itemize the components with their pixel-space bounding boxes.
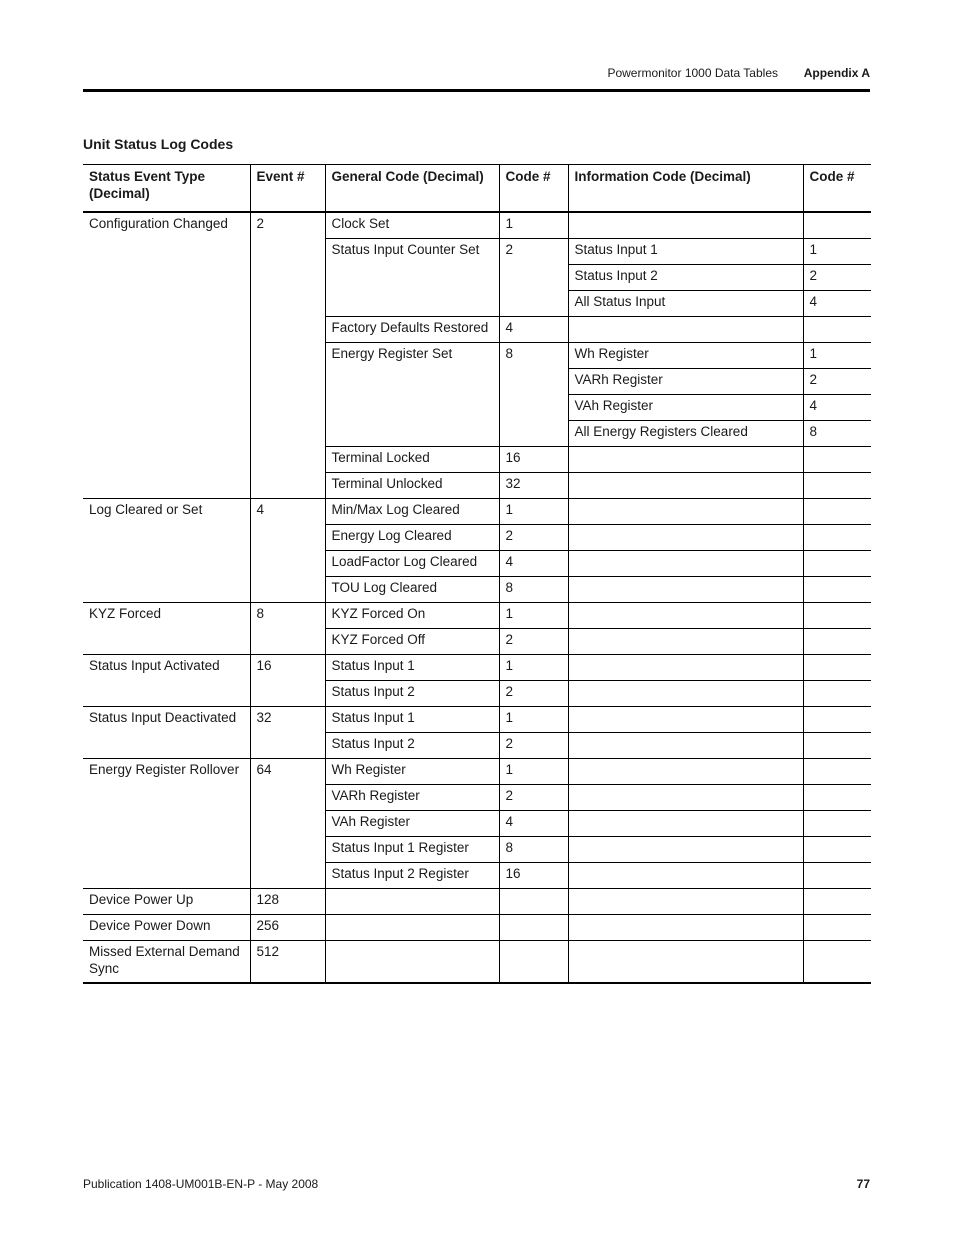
- appendix-label: Appendix A: [803, 66, 870, 80]
- table-row: [83, 914, 871, 940]
- info-code-cell: Wh Register: [568, 342, 803, 368]
- document-title: Powermonitor 1000 Data Tables: [607, 66, 778, 80]
- event-type-cell: Log Cleared or Set: [83, 498, 250, 602]
- event-type-cell: Device Power Down: [83, 914, 250, 940]
- info-code-cell: Status Input 1: [568, 238, 803, 264]
- info-code-number-cell: [803, 550, 871, 576]
- column-header: General Code (Decimal): [325, 165, 499, 213]
- info-code-cell: [568, 316, 803, 342]
- table-row: [83, 888, 871, 914]
- general-code-cell: KYZ Forced Off: [325, 628, 499, 654]
- info-code-cell: [568, 836, 803, 862]
- event-type-cell: Missed External Demand Sync: [83, 940, 250, 983]
- info-code-cell: [568, 654, 803, 680]
- info-code-cell: [568, 498, 803, 524]
- info-code-number-cell: [803, 758, 871, 784]
- info-code-number-cell: [803, 706, 871, 732]
- general-code-number-cell: 1: [499, 758, 568, 784]
- table-row: [83, 212, 871, 238]
- general-code-number-cell: 1: [499, 602, 568, 628]
- event-number-cell: 256: [250, 914, 325, 940]
- info-code-number-cell: [803, 888, 871, 914]
- general-code-cell: Status Input 2: [325, 680, 499, 706]
- info-code-number-cell: 2: [803, 368, 871, 394]
- info-code-number-cell: [803, 498, 871, 524]
- info-code-cell: [568, 628, 803, 654]
- info-code-cell: [568, 862, 803, 888]
- general-code-cell: Status Input 1: [325, 654, 499, 680]
- info-code-number-cell: 4: [803, 290, 871, 316]
- general-code-cell: [325, 940, 499, 983]
- column-header: Information Code (Decimal): [568, 165, 803, 213]
- info-code-cell: [568, 446, 803, 472]
- info-code-number-cell: [803, 862, 871, 888]
- info-code-number-cell: [803, 316, 871, 342]
- info-code-cell: Status Input 2: [568, 264, 803, 290]
- event-number-cell: 64: [250, 758, 325, 888]
- info-code-number-cell: 4: [803, 394, 871, 420]
- general-code-cell: TOU Log Cleared: [325, 576, 499, 602]
- info-code-cell: [568, 576, 803, 602]
- table-row: [83, 706, 871, 732]
- general-code-number-cell: 2: [499, 784, 568, 810]
- general-code-cell: [325, 914, 499, 940]
- event-type-cell: Energy Register Rollover: [83, 758, 250, 888]
- event-type-cell: Status Input Activated: [83, 654, 250, 706]
- general-code-cell: Status Input 2: [325, 732, 499, 758]
- general-code-cell: Status Input Counter Set: [325, 238, 499, 316]
- general-code-cell: Status Input 1: [325, 706, 499, 732]
- info-code-number-cell: 1: [803, 342, 871, 368]
- general-code-number-cell: 2: [499, 628, 568, 654]
- general-code-cell: VARh Register: [325, 784, 499, 810]
- general-code-cell: Terminal Locked: [325, 446, 499, 472]
- status-log-codes-table: [83, 164, 871, 984]
- info-code-cell: [568, 524, 803, 550]
- table-row: [83, 498, 871, 524]
- general-code-number-cell: 1: [499, 706, 568, 732]
- info-code-number-cell: [803, 524, 871, 550]
- general-code-number-cell: 8: [499, 836, 568, 862]
- general-code-number-cell: 2: [499, 238, 568, 316]
- general-code-number-cell: [499, 888, 568, 914]
- table-row: [83, 758, 871, 784]
- event-number-cell: 8: [250, 602, 325, 654]
- info-code-number-cell: [803, 446, 871, 472]
- info-code-cell: [568, 732, 803, 758]
- general-code-number-cell: 1: [499, 498, 568, 524]
- general-code-number-cell: [499, 940, 568, 983]
- publication-info: Publication 1408-UM001B-EN-P - May 2008: [83, 1177, 319, 1191]
- general-code-cell: LoadFactor Log Cleared: [325, 550, 499, 576]
- general-code-cell: Factory Defaults Restored: [325, 316, 499, 342]
- event-type-cell: Device Power Up: [83, 888, 250, 914]
- info-code-cell: [568, 940, 803, 983]
- info-code-cell: [568, 758, 803, 784]
- general-code-number-cell: 16: [499, 862, 568, 888]
- event-type-cell: Status Input Deactivated: [83, 706, 250, 758]
- info-code-number-cell: 8: [803, 420, 871, 446]
- info-code-number-cell: [803, 472, 871, 498]
- event-number-cell: 16: [250, 654, 325, 706]
- column-header: Code #: [803, 165, 871, 213]
- info-code-cell: [568, 550, 803, 576]
- general-code-number-cell: 2: [499, 524, 568, 550]
- general-code-number-cell: 16: [499, 446, 568, 472]
- general-code-cell: Min/Max Log Cleared: [325, 498, 499, 524]
- info-code-cell: [568, 680, 803, 706]
- info-code-cell: [568, 472, 803, 498]
- event-number-cell: 2: [250, 212, 325, 498]
- event-type-cell: KYZ Forced: [83, 602, 250, 654]
- event-number-cell: 512: [250, 940, 325, 983]
- event-number-cell: 4: [250, 498, 325, 602]
- info-code-number-cell: [803, 680, 871, 706]
- info-code-cell: All Energy Registers Cleared: [568, 420, 803, 446]
- table-header-row: [83, 165, 871, 213]
- general-code-number-cell: 1: [499, 654, 568, 680]
- info-code-number-cell: [803, 940, 871, 983]
- general-code-number-cell: 1: [499, 212, 568, 238]
- info-code-cell: All Status Input: [568, 290, 803, 316]
- info-code-cell: [568, 888, 803, 914]
- table-row: [83, 602, 871, 628]
- info-code-number-cell: [803, 628, 871, 654]
- info-code-number-cell: [803, 212, 871, 238]
- info-code-cell: [568, 602, 803, 628]
- info-code-cell: VAh Register: [568, 394, 803, 420]
- general-code-number-cell: 4: [499, 550, 568, 576]
- info-code-cell: [568, 810, 803, 836]
- general-code-cell: Wh Register: [325, 758, 499, 784]
- info-code-cell: VARh Register: [568, 368, 803, 394]
- column-header: Code #: [499, 165, 568, 213]
- header-rule: [83, 89, 870, 92]
- general-code-number-cell: 2: [499, 680, 568, 706]
- page-number: 77: [856, 1177, 870, 1191]
- info-code-number-cell: [803, 654, 871, 680]
- info-code-number-cell: 1: [803, 238, 871, 264]
- general-code-number-cell: [499, 914, 568, 940]
- table-row: [83, 940, 871, 983]
- event-number-cell: 32: [250, 706, 325, 758]
- general-code-cell: VAh Register: [325, 810, 499, 836]
- info-code-cell: [568, 784, 803, 810]
- info-code-number-cell: [803, 784, 871, 810]
- info-code-cell: [568, 914, 803, 940]
- column-header: Status Event Type (Decimal): [83, 165, 250, 213]
- general-code-cell: [325, 888, 499, 914]
- info-code-number-cell: [803, 810, 871, 836]
- general-code-cell: Clock Set: [325, 212, 499, 238]
- info-code-number-cell: [803, 576, 871, 602]
- column-header: Event #: [250, 165, 325, 213]
- general-code-number-cell: 32: [499, 472, 568, 498]
- event-number-cell: 128: [250, 888, 325, 914]
- general-code-cell: Terminal Unlocked: [325, 472, 499, 498]
- info-code-number-cell: 2: [803, 264, 871, 290]
- table-row: [83, 654, 871, 680]
- general-code-cell: Energy Register Set: [325, 342, 499, 446]
- general-code-number-cell: 8: [499, 342, 568, 446]
- info-code-cell: [568, 212, 803, 238]
- general-code-number-cell: 8: [499, 576, 568, 602]
- general-code-number-cell: 4: [499, 810, 568, 836]
- general-code-cell: KYZ Forced On: [325, 602, 499, 628]
- info-code-number-cell: [803, 914, 871, 940]
- general-code-number-cell: 2: [499, 732, 568, 758]
- info-code-cell: [568, 706, 803, 732]
- general-code-cell: Status Input 1 Register: [325, 836, 499, 862]
- general-code-cell: Energy Log Cleared: [325, 524, 499, 550]
- info-code-number-cell: [803, 836, 871, 862]
- info-code-number-cell: [803, 732, 871, 758]
- general-code-number-cell: 4: [499, 316, 568, 342]
- info-code-number-cell: [803, 602, 871, 628]
- event-type-cell: Configuration Changed: [83, 212, 250, 498]
- section-title: Unit Status Log Codes: [83, 136, 234, 152]
- general-code-cell: Status Input 2 Register: [325, 862, 499, 888]
